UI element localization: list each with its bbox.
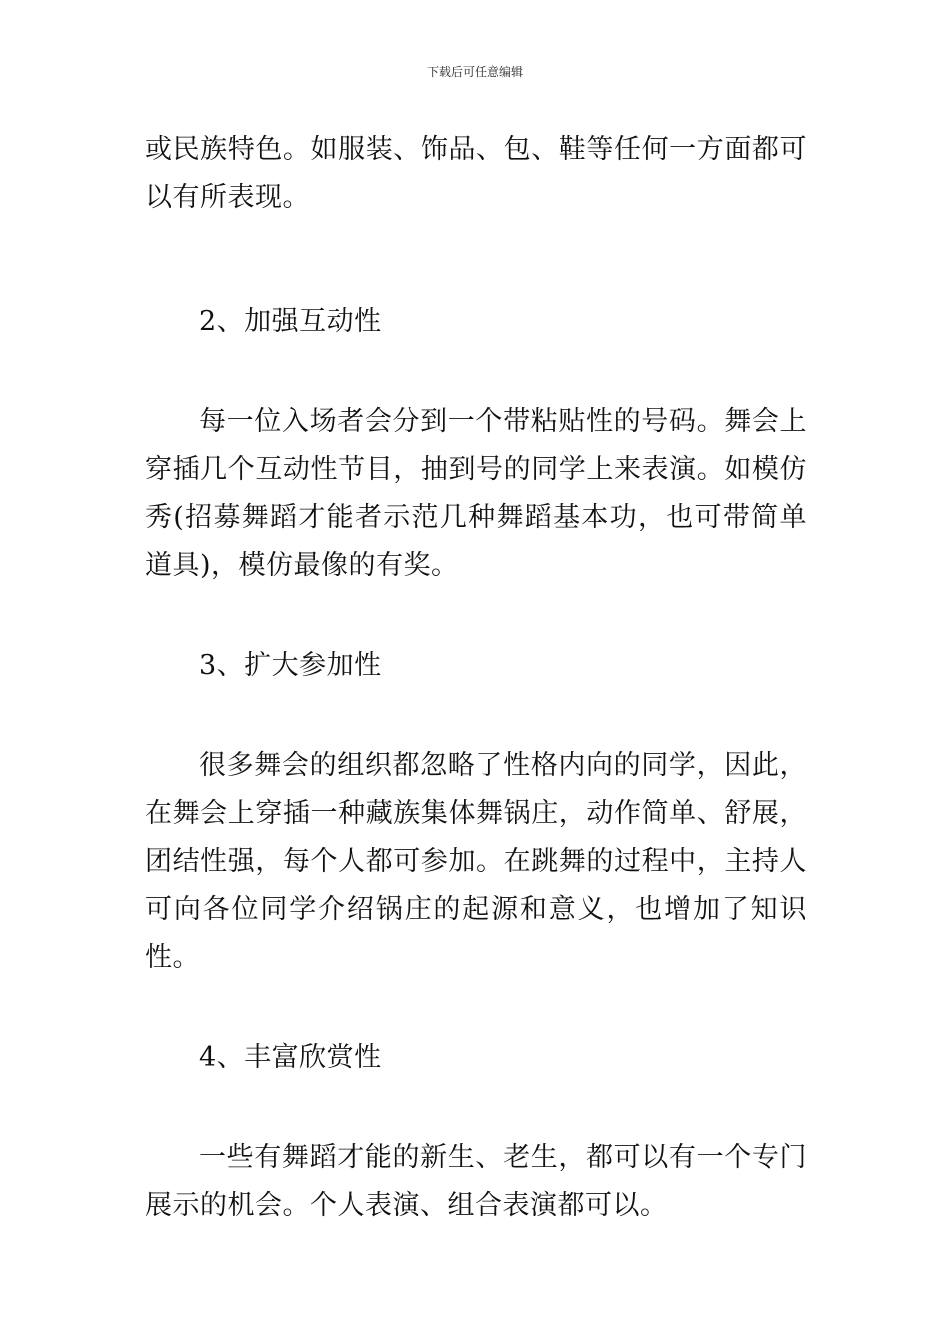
section-heading-appreciation: 4、丰富欣赏性 xyxy=(199,1042,382,1073)
document-body xyxy=(145,126,807,1230)
paragraph-continuation: 或民族特色。如服装、饰品、包、鞋等任何一方面都可以有所表现。 xyxy=(145,134,807,213)
paragraph-appreciation: 一些有舞蹈才能的新生、老生，都可以有一个专门展示的机会。个人表演、组合表演都可以。 xyxy=(145,1142,807,1221)
page-header-note: 下载后可任意编辑 xyxy=(426,65,523,79)
paragraph-interaction: 每一位入场者会分到一个带粘贴性的号码。舞会上穿插几个互动性节目，抽到号的同学上来表演。如模仿秀(招募舞蹈才能者示范几种舞蹈基本功，也可带简单道具)，模仿最像的有奖。 xyxy=(145,406,807,581)
section-heading-participation: 3、扩大参加性 xyxy=(199,650,382,681)
paragraph-participation: 很多舞会的组织都忽略了性格内向的同学，因此，在舞会上穿插一种藏族集体舞锅庄，动作简单、舒展，团结性强，每个人都可参加。在跳舞的过程中，主持人可向各位同学介绍锅庄的起源和意义，也增加了知识性。 xyxy=(145,750,807,973)
section-heading-interaction: 2、加强互动性 xyxy=(199,306,382,337)
